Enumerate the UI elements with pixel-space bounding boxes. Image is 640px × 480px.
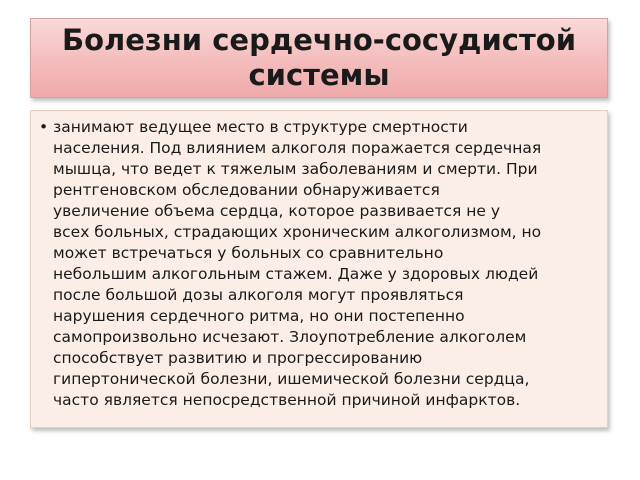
slide-content-box [30,110,608,428]
bullet-list [39,117,599,411]
bullet-item [39,117,599,411]
slide-title: Болезни сердечно-сосудистой системы [61,23,577,92]
bullet-text: занимают ведущее место в структуре смертности населения. Под влиянием алкоголя поражается сердечная мышца, что ведет к тяжелым заболеваниям и смерти. При рентгеновском обследовании обнаруживается увеличение объема сердца, которое развивается не у всех больных, страдающих хроническим алкоголизмом, но может встречаться у больных со сравнительно небольшим алкогольным стажем. Даже у здоровых людей после большой дозы алкоголя могут проявляться нарушения сердечного ритма, но они постепенно самопроизвольно исчезают. Злоупотребление алкоголем способствует развитию и прогрессированию гипертонической болезни, ишемической болезни сердца, часто является непосредственной причиной инфарктов. [53,118,542,409]
slide-title-box [30,18,608,98]
bullet-marker-icon: • [39,118,49,136]
